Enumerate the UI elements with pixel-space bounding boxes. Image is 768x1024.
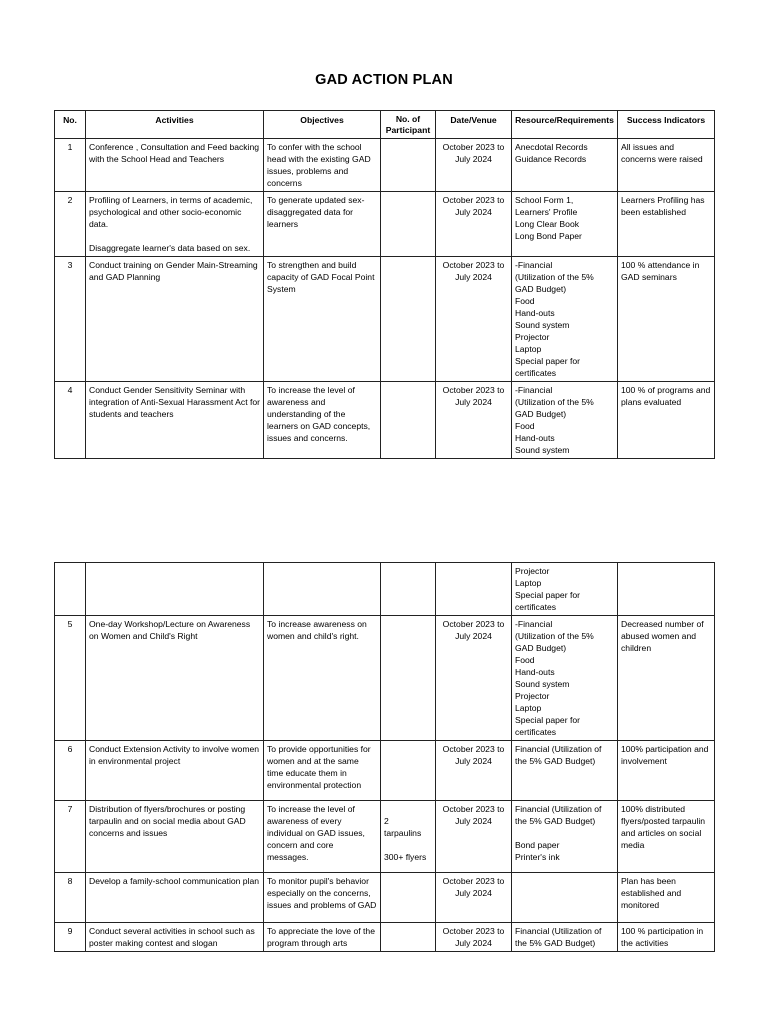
activity-cell: One-day Workshop/Lecture on Awareness on Women and Child's Right (86, 616, 264, 741)
row-number: 4 (55, 382, 86, 459)
success-indicator-cell: Decreased number of abused women and children (618, 616, 715, 741)
row-number: 1 (55, 139, 86, 192)
activity-cell (86, 563, 264, 616)
success-indicator-cell: 100 % of programs and plans evaluated (618, 382, 715, 459)
participant-cell (381, 923, 436, 952)
participant-cell (381, 741, 436, 801)
success-indicator-cell (618, 563, 715, 616)
objective-cell: To increase the level of awareness of every individual on GAD issues, concern and core messages. (264, 801, 381, 873)
success-indicator-cell: 100% distributed flyers/posted tarpaulin and articles on social media (618, 801, 715, 873)
date-venue-cell: October 2023 to July 2024 (436, 873, 512, 923)
header-participant: No. of Participant (381, 111, 436, 139)
participant-cell (381, 192, 436, 257)
participant-cell: 2 tarpaulins 300+ flyers (381, 801, 436, 873)
activity-cell: Distribution of flyers/brochures or posting tarpaulin and on social media about GAD concerns and issues (86, 801, 264, 873)
activity-cell: Conduct Gender Sensitivity Seminar with integration of Anti-Sexual Harassment Act for students and teachers (86, 382, 264, 459)
page-title: GAD ACTION PLAN (315, 72, 453, 88)
objective-cell: To generate updated sex-disaggregated data for learners (264, 192, 381, 257)
resource-cell: Financial (Utilization of the 5% GAD Budget) (512, 923, 618, 952)
activity-cell: Conference , Consultation and Feed backing with the School Head and Teachers (86, 139, 264, 192)
row-number: 2 (55, 192, 86, 257)
table-row (55, 192, 715, 257)
participant-cell (381, 616, 436, 741)
participant-cell (381, 139, 436, 192)
action-plan-table-continued (54, 562, 715, 952)
date-venue-cell: October 2023 to July 2024 (436, 923, 512, 952)
date-venue-cell: October 2023 to July 2024 (436, 382, 512, 459)
date-venue-cell: October 2023 to July 2024 (436, 139, 512, 192)
row-number: 5 (55, 616, 86, 741)
date-venue-cell: October 2023 to July 2024 (436, 741, 512, 801)
resource-cell: Financial (Utilization of the 5% GAD Budget) Bond paper Printer's ink (512, 801, 618, 873)
resource-cell (512, 873, 618, 923)
table-row (55, 616, 715, 741)
objective-cell (264, 563, 381, 616)
resource-cell: -Financial (Utilization of the 5% GAD Budget) Food Hand-outs Sound system Projector Laptop Special paper for certificates (512, 257, 618, 382)
activity-cell: Conduct training on Gender Main-Streaming and GAD Planning (86, 257, 264, 382)
header-activities: Activities (86, 111, 264, 139)
row-number: 8 (55, 873, 86, 923)
objective-cell: To confer with the school head with the existing GAD issues, problems and concerns (264, 139, 381, 192)
date-venue-cell: October 2023 to July 2024 (436, 801, 512, 873)
header-resource: Resource/Requirements (512, 111, 618, 139)
header-no: No. (55, 111, 86, 139)
objective-cell: To strengthen and build capacity of GAD Focal Point System (264, 257, 381, 382)
resource-cell: Financial (Utilization of the 5% GAD Budget) (512, 741, 618, 801)
resource-cell: Projector Laptop Special paper for certificates (512, 563, 618, 616)
header-date: Date/Venue (436, 111, 512, 139)
objective-cell: To provide opportunities for women and at the same time educate them in environmental protection (264, 741, 381, 801)
activity-cell: Develop a family-school communication plan (86, 873, 264, 923)
objective-cell: To appreciate the love of the program through arts (264, 923, 381, 952)
date-venue-cell: October 2023 to July 2024 (436, 192, 512, 257)
table-row (55, 139, 715, 192)
date-venue-cell: October 2023 to July 2024 (436, 616, 512, 741)
action-plan-table (54, 110, 715, 459)
header-row (55, 111, 715, 139)
table-row (55, 801, 715, 873)
participant-cell (381, 382, 436, 459)
date-venue-cell: October 2023 to July 2024 (436, 257, 512, 382)
row-number: 6 (55, 741, 86, 801)
participant-cell (381, 563, 436, 616)
row-number (55, 563, 86, 616)
resource-cell: School Form 1, Learners' Profile Long Clear Book Long Bond Paper (512, 192, 618, 257)
success-indicator-cell: 100 % participation in the activities (618, 923, 715, 952)
table-row (55, 741, 715, 801)
row-number: 7 (55, 801, 86, 873)
participant-cell (381, 257, 436, 382)
activity-cell: Conduct Extension Activity to involve women in environmental project (86, 741, 264, 801)
table-row (55, 382, 715, 459)
success-indicator-cell: Learners Profiling has been established (618, 192, 715, 257)
header-objectives: Objectives (264, 111, 381, 139)
date-venue-cell (436, 563, 512, 616)
table-row (55, 873, 715, 923)
table-row (55, 563, 715, 616)
success-indicator-cell: 100% participation and involvement (618, 741, 715, 801)
success-indicator-cell: 100 % attendance in GAD seminars (618, 257, 715, 382)
success-indicator-cell: Plan has been established and monitored (618, 873, 715, 923)
activity-cell: Conduct several activities in school such as poster making contest and slogan (86, 923, 264, 952)
table-row (55, 257, 715, 382)
resource-cell: -Financial (Utilization of the 5% GAD Budget) Food Hand-outs Sound system Projector Laptop Special paper for certificates (512, 616, 618, 741)
resource-cell: -Financial (Utilization of the 5% GAD Budget) Food Hand-outs Sound system (512, 382, 618, 459)
objective-cell: To increase the level of awareness and understanding of the learners on GAD concepts, issues and concerns. (264, 382, 381, 459)
row-number: 3 (55, 257, 86, 382)
objective-cell: To monitor pupil's behavior especially on the concerns, issues and problems of GAD (264, 873, 381, 923)
success-indicator-cell: All issues and concerns were raised (618, 139, 715, 192)
objective-cell: To increase awareness on women and child's right. (264, 616, 381, 741)
participant-cell (381, 873, 436, 923)
row-number: 9 (55, 923, 86, 952)
table-row (55, 923, 715, 952)
resource-cell: Anecdotal Records Guidance Records (512, 139, 618, 192)
activity-cell: Profiling of Learners, in terms of academic, psychological and other socio-economic data. Disaggregate learner's data based on sex. (86, 192, 264, 257)
header-success: Success Indicators (618, 111, 715, 139)
